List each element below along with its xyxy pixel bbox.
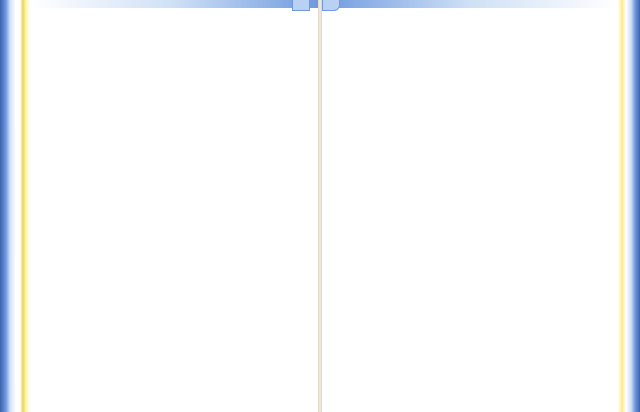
corner-tab <box>322 0 340 11</box>
corner-tab <box>292 0 310 11</box>
left-page <box>0 0 318 412</box>
decorative-top-band <box>30 0 318 8</box>
decorative-top-band <box>322 0 618 8</box>
decorative-border <box>0 0 30 412</box>
decorative-border <box>618 0 640 412</box>
right-page <box>322 0 640 412</box>
